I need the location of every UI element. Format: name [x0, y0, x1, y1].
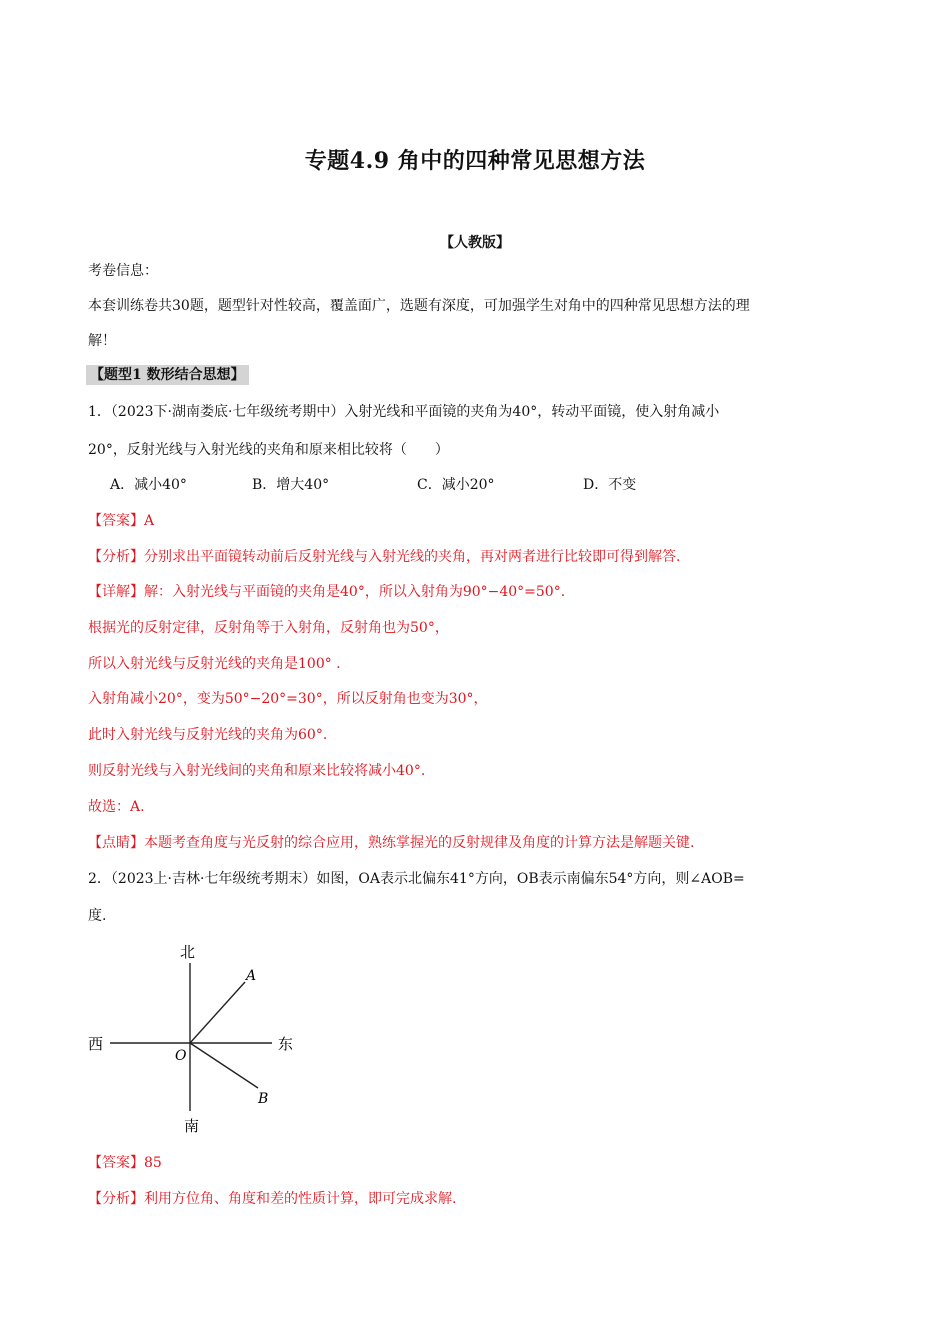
east-label: 东 [278, 1035, 294, 1053]
south-label: 南 [184, 1117, 200, 1135]
q1-option-b: B．增大40° [252, 477, 330, 493]
bearing-diagram [80, 935, 310, 1140]
intro-line-2: 解！ [88, 333, 116, 349]
q1-detail-line: 入射角减小20°，变为50°−20°=30°，所以反射角也变为30°， [88, 691, 488, 707]
q1-comment: 【点睛】本题考查角度与光反射的综合应用，熟练掌握光的反射规律及角度的计算方法是解题关键. [88, 835, 695, 851]
q1-stem-line-2: 20°，反射光线与入射光线的夹角和原来相比较将（ ） [88, 442, 449, 458]
page-title: 专题4.9 角中的四种常见思想方法 [304, 148, 646, 174]
point-b-label: B [258, 1091, 269, 1107]
q1-option-a: A．减小40° [110, 477, 187, 493]
q1-analysis: 【分析】分别求出平面镜转动前后反射光线与入射光线的夹角，再对两者进行比较即可得到解答. [88, 549, 681, 565]
ray-ob [190, 1043, 258, 1088]
exam-info-label: 考卷信息： [88, 263, 158, 279]
q2-answer: 【答案】85 [88, 1155, 162, 1171]
section-tag: 【题型1 数形结合思想】 [86, 365, 249, 385]
q1-detail-line: 【详解】解：入射光线与平面镜的夹角是40°，所以入射角为90°−40°=50°. [88, 584, 566, 600]
ray-oa [190, 982, 245, 1043]
intro-line-1: 本套训练卷共30题，题型针对性较高，覆盖面广，选题有深度，可加强学生对角中的四种常见思想方法的理 [88, 298, 750, 314]
q1-option-d: D．不变 [583, 477, 637, 493]
edition-label: 【人教版】 [440, 235, 510, 251]
q1-option-c: C．减小20° [417, 477, 495, 493]
north-label: 北 [180, 943, 196, 961]
q2-analysis: 【分析】利用方位角、角度和差的性质计算，即可完成求解. [88, 1191, 457, 1207]
q1-detail-line: 此时入射光线与反射光线的夹角为60°. [88, 727, 328, 743]
origin-label: O [175, 1048, 187, 1064]
q1-detail-line: 故选：A. [88, 799, 145, 815]
q2-stem-line-2: 度. [88, 908, 107, 924]
west-label: 西 [88, 1035, 104, 1053]
q1-detail-line: 根据光的反射定律，反射角等于入射角，反射角也为50°， [88, 620, 449, 636]
q1-stem-line-1: 1．（2023下·湖南娄底·七年级统考期中）入射光线和平面镜的夹角为40°，转动平面镜，使入射角减小 [88, 404, 720, 420]
q1-detail-line: 所以入射光线与反射光线的夹角是100° . [88, 656, 341, 672]
q1-detail-line: 则反射光线与入射光线间的夹角和原来比较将减小40°. [88, 763, 426, 779]
point-a-label: A [246, 968, 257, 984]
q1-answer: 【答案】A [88, 513, 155, 529]
q2-stem-line-1: 2．（2023上·吉林·七年级统考期末）如图，OA表示北偏东41°方向，OB表示南偏东54°方向，则∠AOB= [88, 871, 745, 887]
section-heading-1 [86, 364, 249, 384]
